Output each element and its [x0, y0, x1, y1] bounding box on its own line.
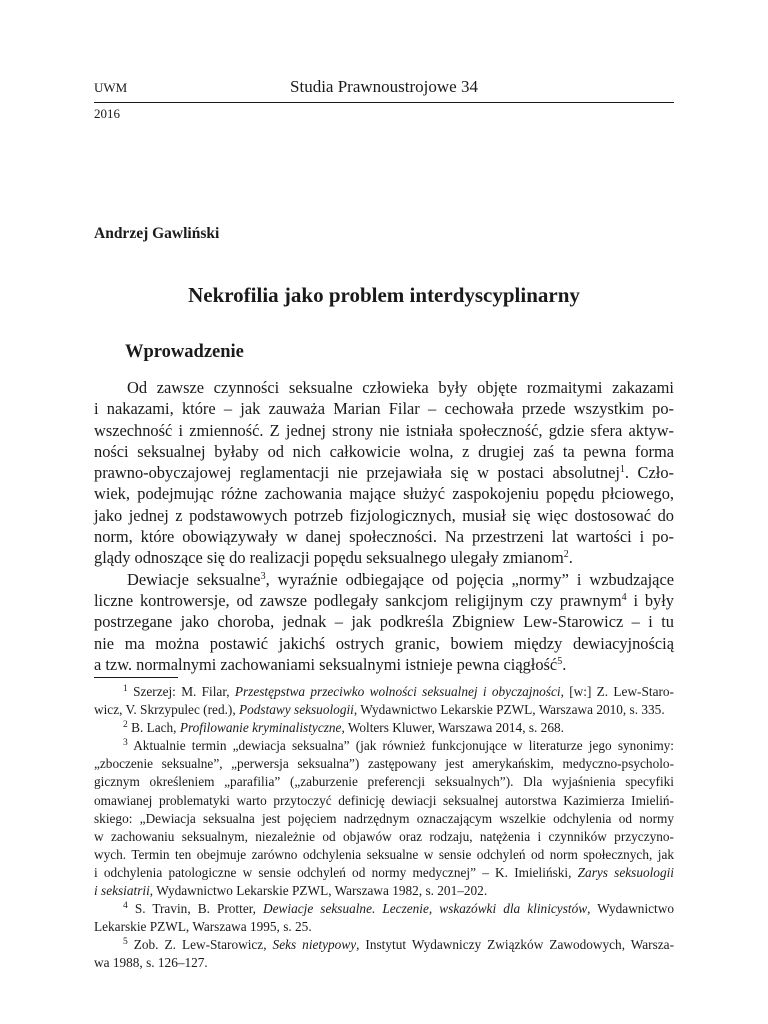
header-journal: Studia Prawnoustrojowe 34: [290, 77, 478, 96]
body-line: nie ma można postawić jakichś ostrych granic, bowiem między dewiacyjnością: [94, 633, 674, 653]
body-line: postrzegane jako choroba, jednak – jak podkreśla Zbigniew Lew-Starowicz – i tu: [94, 612, 674, 632]
section-heading: Wprowadzenie: [125, 342, 244, 362]
footnote-ref[interactable]: 2: [563, 549, 569, 561]
footnote-line: gicznym określeniem „parafilia” („zaburzenie preferencji seksualnych”). Dla wyjaśnienia specyfiki: [94, 774, 674, 790]
body-line: glądy odnoszące się do realizacji popędu seksualnego ulegały zmianom$^2$.: [94, 548, 573, 568]
footnote-line: $^2$ B. Lach, Profilowanie kryminalistyczne, Wolters Kluwer, Warszawa 2014, s. 268.: [123, 720, 564, 736]
body-line: i nakazami, które – jak zauważa Marian Filar – cechowała przede wszystkim po-: [94, 399, 674, 419]
footnote-line: $^5$ Zob. Z. Lew-Starowicz, Seks nietypowy, Instytut Wydawniczy Związków Zawodowych, Warsza-: [123, 937, 675, 953]
body-line: wszechność i zmienność. Z jednej strony nie istniała społeczność, gdzie sfera aktyw-: [94, 420, 674, 440]
body-line: Dewiacje seksualne$^3$, wyraźnie odbiegające od pojęcia „normy” i wzbudzające: [127, 569, 674, 589]
footnote-line: i odchylenia patologiczne w sensie odchyleń od normy medycznej” – K. Imieliński, Zarys seksuologii: [94, 864, 674, 880]
body-text: [94, 377, 674, 675]
header-rule: [94, 102, 674, 103]
body-line: wiek, podejmując różne zachowania mające służyć zaspokojeniu popędu płciowego,: [94, 484, 674, 504]
body-line: jako jednej z podstawowych potrzeb fizjologicznych, musiał się więc dostosować do: [94, 505, 674, 525]
header-institution: UWM: [94, 80, 128, 95]
body-line: Od zawsze czynności seksualne człowieka były objęte rozmaitymi zakazami: [127, 378, 674, 397]
footnote-ref[interactable]: 5: [557, 655, 563, 667]
footnote-line: wicz, V. Skrzypulec (red.), Podstawy seksuologii, Wydawnictwo Lekarskie PZWL, Warszawa 2010, s. 335.: [94, 702, 665, 718]
footnote-line: $^3$ Aktualnie termin „dewiacja seksualna” (jak również funkcjonujące w literaturze jego synonimy:: [123, 738, 675, 754]
footnote-number: 4: [123, 901, 128, 912]
footnote-line: skiego: „Dewiacja seksualna jest pojęciem nadrzędnym oznaczającym wszelkie odchylenia od normy: [94, 810, 674, 826]
body-line: a tzw. normalnymi zachowaniami seksualnymi istnieje pewna ciągłość$^5$.: [94, 654, 567, 674]
body-line: liczne kontrowersje, od zawsze podlegały sankcjom religijnym czy prawnym$^4$ i były: [94, 590, 675, 610]
footnote-number: 5: [123, 937, 128, 948]
footnote-number: 2: [123, 720, 128, 731]
body-line: ności seksualnej byłaby od nich całkowicie wolna, z drugiej zaś ta pewna forma: [94, 441, 674, 461]
footnote-line: wych. Termin ten obejmuje zarówno odchylenia seksualne w sensie odchyleń od norm społecznych, jak: [94, 846, 674, 862]
footnote-line: „zboczenie seksualne”, „perwersja seksualna”) zastępowany jest amerykańskim, medyczno-psycholo-: [94, 756, 674, 772]
body-line: norm, które obowiązywały w danej społeczności. Na przestrzeni lat wartości i po-: [94, 527, 674, 547]
footnote-number: 3: [123, 738, 128, 749]
footnote-separator: [94, 677, 178, 678]
footnote-line: $^1$ Szerzej: M. Filar, Przestępstwa przeciwko wolności seksualnej i obyczajności, [w:] Z. Lew-Staro-: [123, 684, 674, 699]
footnote-ref[interactable]: 3: [260, 570, 266, 582]
footnote-number: 1: [123, 684, 128, 694]
article-author: Andrzej Gawliński: [94, 225, 220, 242]
footnote-line: w zachowaniu seksualnym, niezależnie od objawów oraz rodzaju, natężenia i czynników przyczyno-: [94, 828, 674, 844]
header-year: 2016: [94, 106, 120, 121]
footnote-ref[interactable]: 1: [619, 464, 625, 476]
footnote-line: omawianej problematyki warto przytoczyć definicję dewiacji seksualnej autorstwa Kazimierza Imieliń-: [94, 792, 674, 808]
body-line: prawno-obyczajowej reglamentacji nie przejawiała się w postaci absolutnej$^1$. Czło-: [94, 463, 674, 483]
footnote-ref[interactable]: 4: [621, 591, 627, 603]
footnote-line: wa 1988, s. 126–127.: [94, 955, 208, 971]
footnote-line: Lekarskie PZWL, Warszawa 1995, s. 25.: [94, 919, 312, 935]
footnote-line: $^4$ S. Travin, B. Protter, Dewiacje seksualne. Leczenie, wskazówki dla klinicystów, Wydawnictwo: [123, 901, 674, 917]
footnote-line: i seksiatrii, Wydawnictwo Lekarskie PZWL, Warszawa 1982, s. 201–202.: [94, 883, 488, 899]
article-title: Nekrofilia jako problem interdyscyplinarny: [188, 283, 580, 307]
footnotes: [94, 683, 674, 973]
